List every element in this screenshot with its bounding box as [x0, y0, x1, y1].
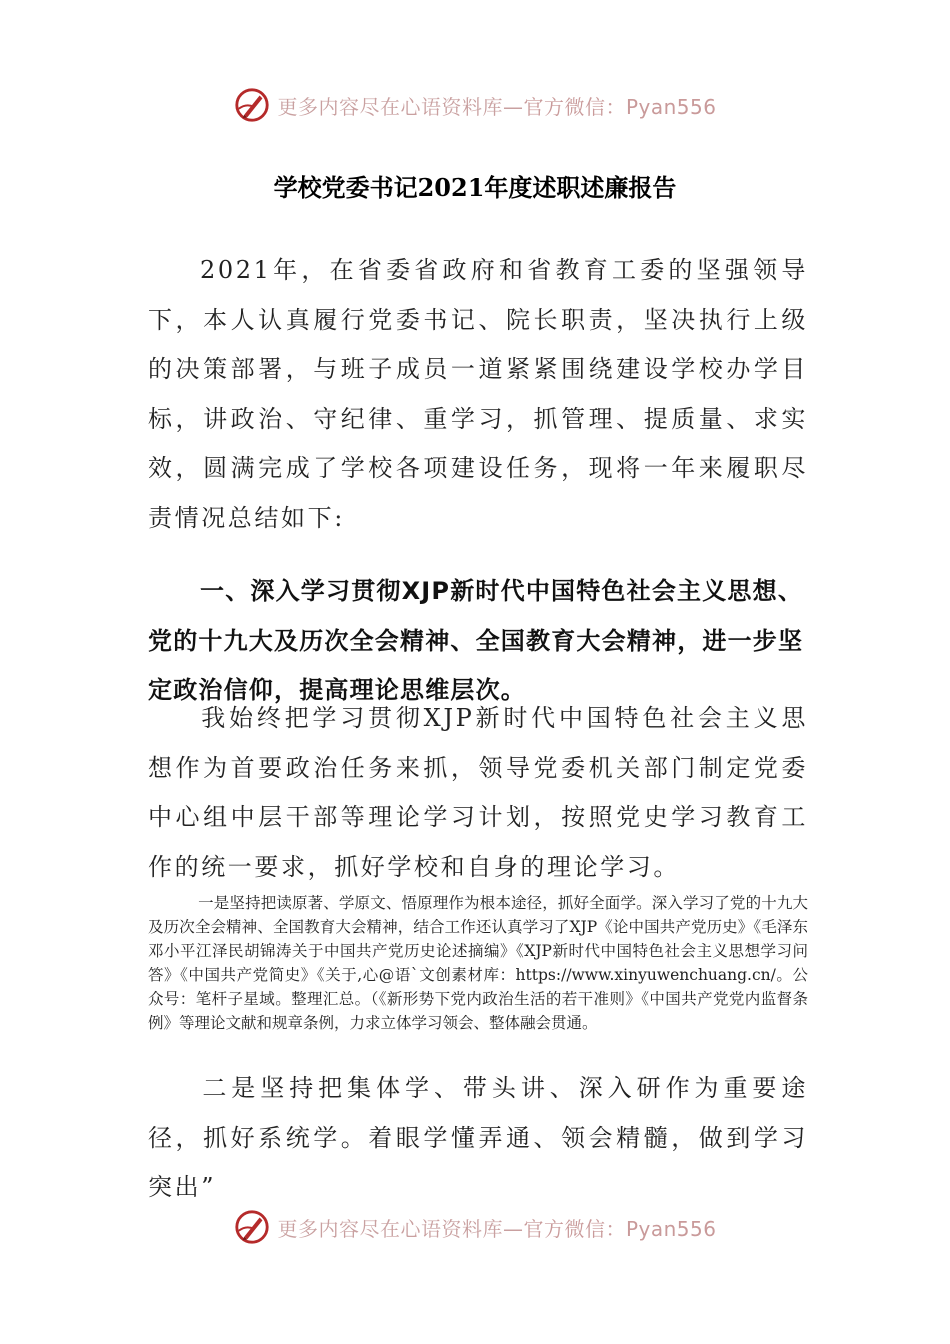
- pen-logo-icon: [233, 86, 271, 124]
- footer-banner: [0, 1202, 950, 1252]
- pen-logo-icon: [233, 1208, 271, 1246]
- banner-text: 更多内容尽在心语资料库—官方微信：Pyan556: [277, 94, 717, 119]
- intro-text: 2021年，在省委省政府和省教育工委的坚强领导下，本人认真履行党委书记、院长职责，坚决执行上级的决策部署，与班子成员一道紧紧围绕建设学校办学目标，讲政治、守纪律、重学习，抓管理、提质量、求实效，圆满完成了学校各项建设任务，现将一年来履职尽责情况总结如下:: [148, 256, 808, 532]
- section-1-text: 我始终把学习贯彻XJP新时代中国特色社会主义思想作为首要政治任务来抓，领导党委机关部门制定党委中心组中层干部等理论学习计划，按照党史学习教育工作的统一要求，抓好学校和自身的理论学习。: [148, 704, 808, 881]
- section-1-heading-text: 一、深入学习贯彻XJP新时代中国特色社会主义思想、党的十九大及历次全会精神、全国教育大会精神，进一步坚定政治信仰，提高理论思维层次。: [148, 577, 804, 704]
- document-title: 学校党委书记2021年度述职述廉报告: [273, 173, 677, 202]
- banner-text: 更多内容尽在心语资料库—官方微信：Pyan556: [277, 1216, 717, 1241]
- intro-paragraph: [148, 246, 808, 543]
- section-1-paragraph: [148, 694, 808, 892]
- point-2-paragraph: [148, 1064, 808, 1213]
- point-1-text: 一是坚持把读原著、学原文、悟原理作为根本途径，抓好全面学。深入学习了党的十九大及历次全会精神、全国教育大会精神，结合工作还认真学习了XJP《论中国共产党历史》《毛泽东邓小平江泽民胡锦涛关于中国共产党历史论述摘编》《XJP新时代中国特色社会主义思想学习问答》《中国共产党简史》《关于,心@语`文创素材库：https://www.xinyuwenchuang.cn/。公众号：笔杆子星域。整理汇总。（《新形势下党内政治生活的若干准则》《中国共产党党内监督条例》等理论文献和规章条例，力求立体学习领会、整体融会贯通。: [148, 894, 808, 1032]
- point-2-text: 二是坚持把集体学、带头讲、深入研作为重要途径，抓好系统学。着眼学懂弄通、领会精髓，做到学习突出”: [148, 1074, 808, 1201]
- point-1-paragraph: [148, 891, 808, 1035]
- header-banner: [0, 80, 950, 130]
